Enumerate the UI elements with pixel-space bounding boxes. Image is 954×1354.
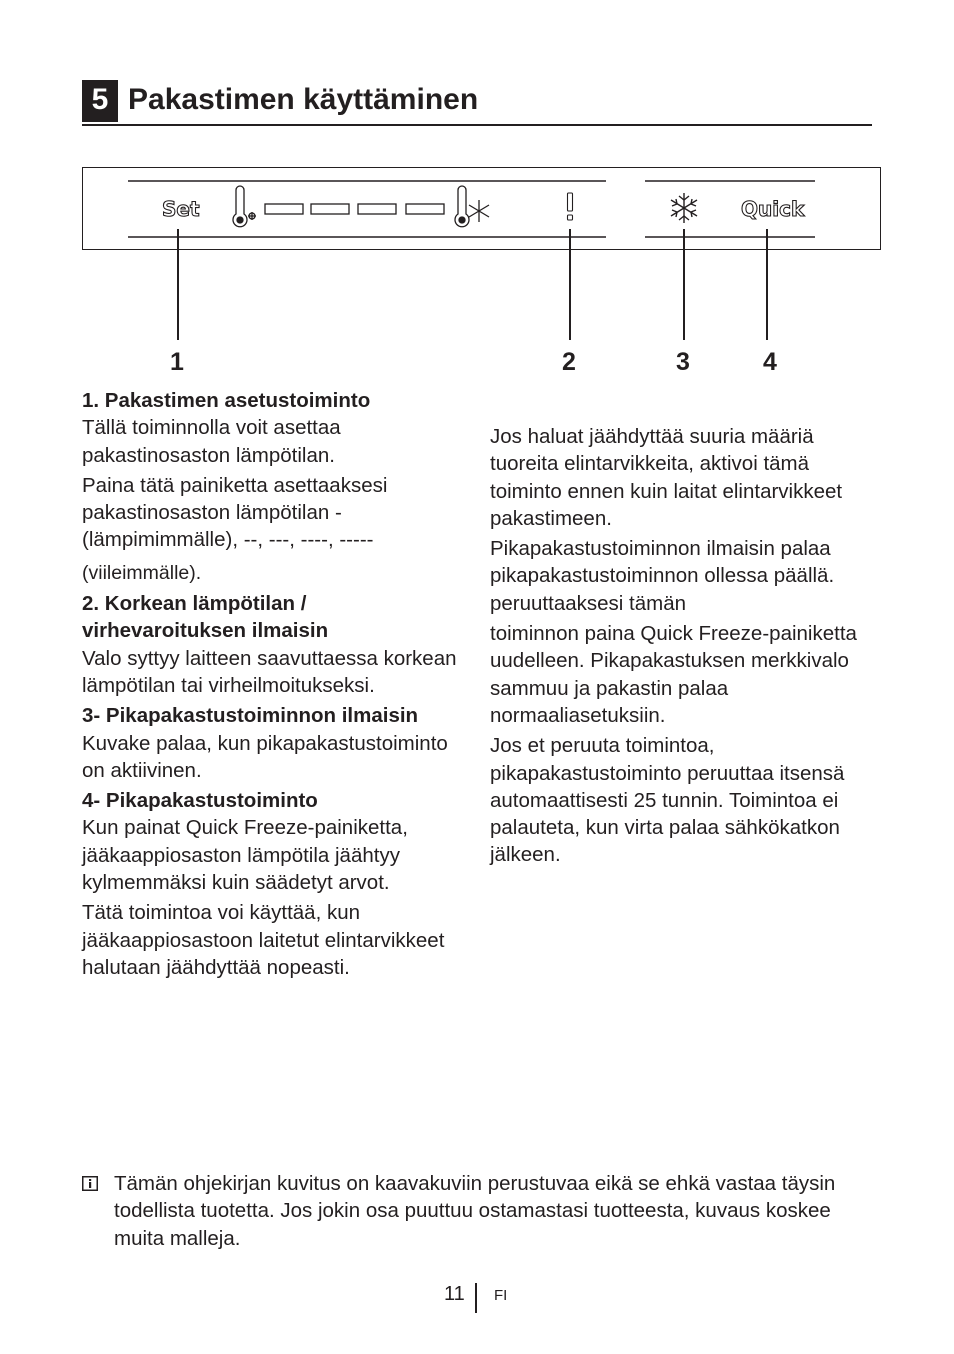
callout-number-1: 1	[170, 348, 184, 376]
footer-divider	[475, 1283, 477, 1313]
section-heading-quick-indicator: 3- Pikapakastustoiminnon ilmaisin	[82, 704, 419, 728]
section-heading-set: 1. Pakastimen asetustoiminto	[82, 389, 371, 412]
paragraph: Jos haluat jäähdyttää suuria määriä tuoreita elintarvikkeita, aktivoi tämä toiminto ennen kuin laitat elintarvikkeet pakastimeen.	[490, 425, 843, 530]
paragraph: Valo syttyy laitteen saavuttaessa korkean lämpötilan tai virheilmoitukseksi.	[82, 646, 457, 697]
thermometer-warm-icon	[233, 186, 256, 227]
paragraph: Tällä toiminnolla voit asettaa pakastinosaston lämpötilan.	[82, 416, 341, 467]
callout-number-4: 4	[763, 348, 777, 376]
chapter-title: Pakastimen käyttäminen	[128, 83, 479, 116]
set-button-label: Set	[162, 197, 200, 221]
section-heading-warning: 2. Korkean lämpötilan / virhevaroituksen ilmaisin	[82, 592, 329, 643]
info-icon	[82, 1176, 98, 1191]
thermometer-cold-icon	[455, 186, 489, 227]
callout-number-2: 2	[562, 348, 576, 376]
control-panel-diagram	[0, 0, 954, 380]
paragraph: Tätä toimintoa voi käyttää, kun jääkaappiosastoon laitetut elintarvikkeet halutaan jäähdyttää nopeasti.	[82, 901, 445, 979]
temperature-segment-3	[358, 204, 396, 214]
snowflake-icon	[671, 193, 697, 223]
paragraph: Kuvake palaa, kun pikapakastustoiminto on aktiivinen.	[82, 731, 448, 782]
paragraph: Paina tätä painiketta asettaaksesi pakastinosaston lämpötilan -(lämpimimmälle), --, ---, ----, -----	[82, 473, 388, 552]
warning-indicator-icon	[568, 193, 573, 220]
paragraph: (viileimmälle).	[82, 561, 202, 584]
paragraph: toiminnon paina Quick Freeze-painiketta uudelleen. Pikapakastuksen merkkivalo sammuu ja pakastin palaa normaaliasetuksiin.	[490, 622, 857, 727]
temperature-segment-1	[265, 204, 303, 214]
temperature-segment-2	[311, 204, 349, 214]
temperature-segment-4	[406, 204, 444, 214]
chapter-number: 5	[82, 80, 118, 122]
paragraph: Kun painat Quick Freeze-painiketta, jääkaappiosaston lämpötila jäähtyy kylmemmäksi kuin säädetyt arvot.	[82, 816, 408, 895]
left-column	[82, 387, 467, 984]
right-column	[490, 423, 882, 872]
paragraph: Pikapakastustoiminnon ilmaisin palaa pikapakastustoiminnon ollessa päällä. peruuttaaksesi tämän	[490, 537, 835, 615]
quick-button-label: Quick	[741, 197, 805, 221]
note-text: Tämän ohjekirjan kuvitus on kaavakuviin perustuvaa eikä se ehkä vastaa täysin todellista tuotetta. Jos jokin osa puuttuu ostamastasi tuotteesta, kuvaus koskee muita malleja.	[114, 1172, 836, 1250]
section-heading-quick-freeze: 4- Pikapakastustoiminto	[82, 789, 318, 813]
callout-number-3: 3	[676, 348, 690, 376]
paragraph: Jos et peruuta toimintoa, pikapakastustoiminto peruuttaa itsensä automaattisesti 25 tunnin. Toimintoa ei palauteta, kun virta palaa sähkökatkon jälkeen.	[490, 734, 845, 867]
note	[82, 1170, 872, 1252]
page-number: 11	[444, 1283, 465, 1305]
language-code: FI	[494, 1287, 508, 1304]
